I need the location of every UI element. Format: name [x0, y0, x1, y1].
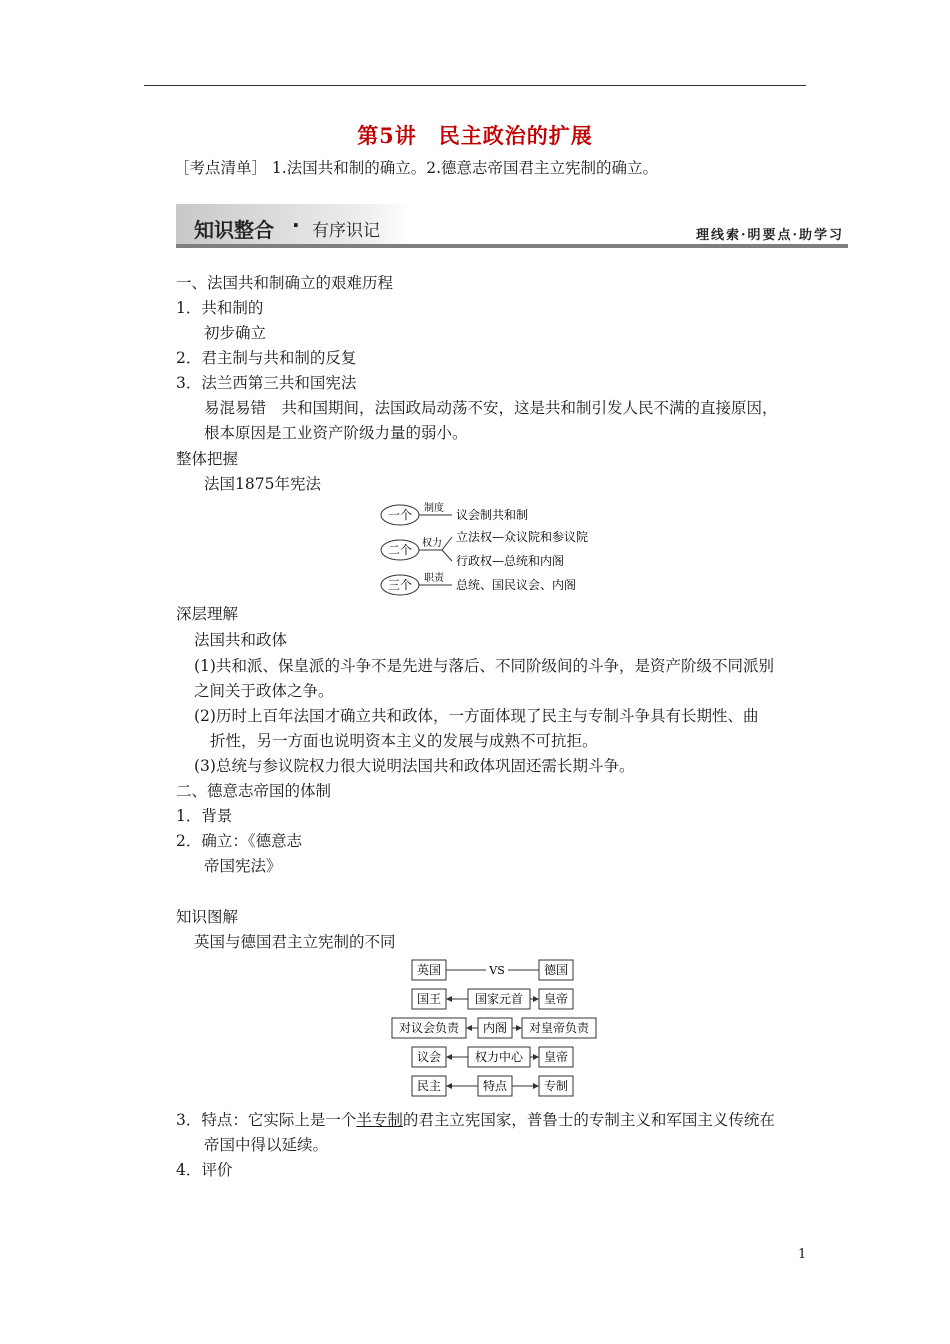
- diagram2-power-center: 权力中心: [474, 1050, 524, 1064]
- diagram2-autocracy: 专制: [543, 1079, 569, 1093]
- germany-item-3-rest: 的君主立宪国家，普鲁士的专制主义和军国主义传统在: [402, 1111, 775, 1129]
- constitution-diagram: [376, 500, 616, 596]
- diagram2-germany: 德国: [543, 963, 569, 977]
- banner-title: 知识整合: [194, 218, 274, 242]
- germany-item-2-cont: 帝国宪法》: [204, 857, 282, 875]
- germany-item-3: [176, 1110, 775, 1130]
- diagram2-head-of-state: 国家元首: [474, 992, 524, 1006]
- diagram-caption: 英国与德国君主立宪制的不同: [194, 933, 396, 951]
- diagram1-item-4: 总统、国民议会、内阁: [456, 578, 577, 592]
- diagram1-circle-1: 一个: [387, 508, 413, 522]
- section-heading-2: 二、德意志帝国的体制: [176, 782, 332, 800]
- diagram1-label-3: 职责: [424, 573, 444, 584]
- diagram1-item-2: 立法权—众议院和参议院: [456, 530, 589, 544]
- page-title: 第5讲 民主政治的扩展: [357, 123, 593, 148]
- banner-tagline: 理线索·明要点·助学习: [695, 228, 844, 243]
- deep-point-2-cont: 折性，另一方面也说明资本主义的发展与成熟不可抗拒。: [210, 732, 598, 750]
- item-3-note-cont: 根本原因是工业资产阶级力量的弱小。: [204, 424, 468, 442]
- banner-rule: [176, 244, 848, 248]
- diagram2-cabinet: 内阁: [482, 1021, 508, 1035]
- germany-item-4: 4．评价: [176, 1161, 233, 1179]
- germany-item-1: 1．背景: [176, 807, 233, 825]
- diagram1-item-3: 行政权—总统和内阁: [456, 554, 565, 568]
- item-3-note: 易混易错 共和国期间，法国政局动荡不安，这是共和制引发人民不满的直接原因，: [204, 399, 778, 417]
- deep-point-1-cont: 之间关于政体之争。: [194, 682, 334, 700]
- top-rule: [144, 85, 806, 86]
- diagram1-label-2: 权力: [422, 538, 442, 549]
- diagram2-democracy: 民主: [416, 1079, 442, 1093]
- diagram2-responsible-emperor: 对皇帝负责: [528, 1021, 590, 1035]
- diagram2-britain: 英国: [416, 963, 442, 977]
- section-heading-1: 一、法国共和制确立的艰难历程: [176, 274, 394, 292]
- semi-autocracy-underlined: 半专制: [356, 1111, 403, 1129]
- banner-subtitle: 有序识记: [312, 221, 380, 241]
- deep-point-2: (2)历时上百年法国才确立共和政体，一方面体现了民主与专制斗争具有长期性、曲: [194, 707, 759, 725]
- banner-dot: ·: [292, 213, 300, 237]
- germany-item-3-prefix: 3．特点：它实际上是一个: [176, 1111, 357, 1129]
- diagram2-emperor: 皇帝: [543, 992, 569, 1006]
- deep-point-1: (1)共和派、保皇派的斗争不是先进与落后、不同阶级间的斗争，是资产阶级不同派别: [194, 657, 774, 675]
- diagram2-king: 国王: [416, 992, 442, 1006]
- section-banner: [176, 204, 848, 249]
- exam-points: ［考点清单］ 1.法国共和制的确立。2.德意志帝国君主立宪制的确立。: [174, 159, 659, 177]
- diagram2-parliament: 议会: [416, 1050, 442, 1064]
- diagram1-circle-3: 三个: [387, 578, 413, 592]
- deep-sub: 法国共和政体: [194, 631, 288, 649]
- item-1-sub: 初步确立: [204, 324, 267, 342]
- diagram1-item-1: 议会制共和制: [456, 508, 529, 522]
- germany-item-2: 2．确立：《德意志: [176, 832, 303, 850]
- constitution-1875: 法国1875年宪法: [204, 475, 321, 493]
- diagram2-responsible-parliament: 对议会负责: [398, 1021, 460, 1035]
- diagram2-feature: 特点: [482, 1079, 508, 1093]
- diagram1-label-1: 制度: [424, 503, 444, 514]
- overall-heading: 整体把握: [176, 450, 239, 468]
- item-1: 1．共和制的: [176, 299, 264, 317]
- monarchy-comparison-diagram: [390, 957, 598, 1099]
- item-3: 3．法兰西第三共和国宪法: [176, 374, 357, 392]
- deep-point-3: (3)总统与参议院权力很大说明法国共和政体巩固还需长期斗争。: [194, 757, 635, 775]
- item-2: 2．君主制与共和制的反复: [176, 349, 357, 367]
- diagram2-vs: VS: [489, 964, 505, 977]
- diagram2-emperor-2: 皇帝: [543, 1050, 569, 1064]
- germany-item-3-cont: 帝国中得以延续。: [204, 1136, 329, 1154]
- deep-heading: 深层理解: [176, 605, 239, 623]
- diagram-heading: 知识图解: [176, 908, 239, 926]
- page-number: 1: [798, 1247, 807, 1262]
- diagram1-circle-2: 二个: [387, 543, 413, 557]
